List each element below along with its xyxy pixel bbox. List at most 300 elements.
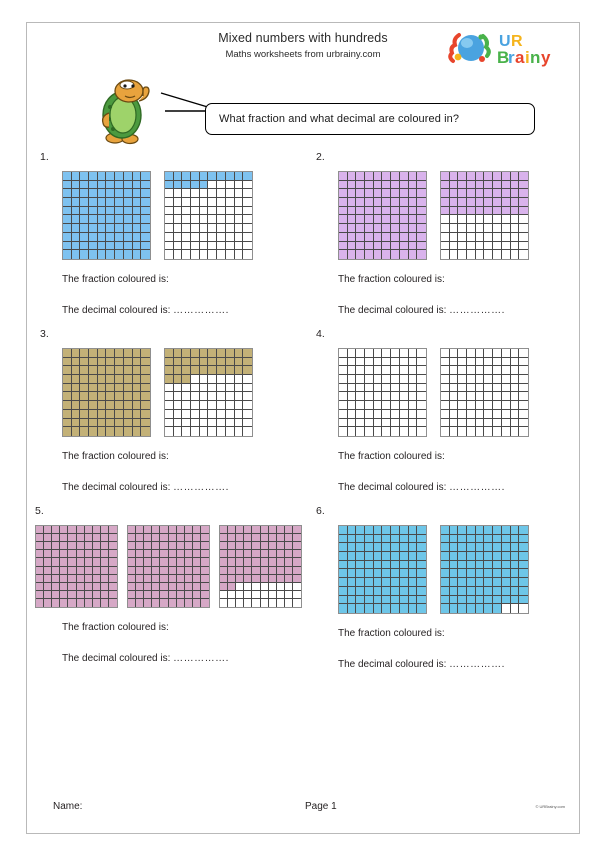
grid-cell (458, 392, 467, 401)
grid-cell (93, 591, 101, 599)
grid-cell (502, 242, 511, 251)
grid-cell (177, 542, 185, 550)
grid-cell (226, 198, 235, 207)
grid-cell (285, 534, 293, 542)
grid-cell (200, 207, 209, 216)
grid-cell (519, 207, 528, 216)
grid-cell (441, 189, 450, 198)
grid-cell (450, 172, 459, 181)
grid-cell (356, 172, 365, 181)
grid-cell (365, 242, 374, 251)
grid-cell (226, 384, 235, 393)
grid-cell (409, 375, 418, 384)
grid-cell (458, 242, 467, 251)
grid-cell (409, 224, 418, 233)
grid-cell (133, 172, 142, 181)
grid-cell (243, 224, 252, 233)
grid-cell (141, 410, 150, 419)
grid-cell (80, 172, 89, 181)
grid-cell (63, 401, 72, 410)
grid-cell (467, 349, 476, 358)
grid-cell (236, 550, 244, 558)
grid-cell (458, 535, 467, 544)
grid-cell (85, 558, 93, 566)
grid-cell (400, 215, 409, 224)
grid-cell (52, 591, 60, 599)
decimal-answer-line[interactable] (338, 482, 579, 493)
grid-cell (98, 384, 107, 393)
grid-cell (484, 250, 493, 259)
grid-cell (261, 558, 269, 566)
grid-cell (85, 575, 93, 583)
decimal-answer-line[interactable] (62, 482, 303, 493)
grid-cell (243, 172, 252, 181)
grid-cell (36, 550, 44, 558)
grid-cell (252, 583, 260, 591)
grid-cell (52, 575, 60, 583)
grid-cell (174, 401, 183, 410)
grid-cell (63, 358, 72, 367)
grid-cell (36, 558, 44, 566)
grid-cell (169, 558, 177, 566)
grid-cell (269, 599, 277, 607)
grid-cell (365, 535, 374, 544)
grid-cell (409, 392, 418, 401)
fraction-answer-line[interactable] (338, 451, 579, 462)
grid-cell (201, 599, 209, 607)
grid-cell (417, 561, 426, 570)
grid-cell (450, 366, 459, 375)
answer-block (316, 451, 579, 493)
grid-cell (409, 181, 418, 190)
grid-cell (77, 583, 85, 591)
grid-cell (348, 189, 357, 198)
grid-cell (72, 358, 81, 367)
grid-cell (244, 599, 252, 607)
grid-cell (144, 599, 152, 607)
decimal-answer-line[interactable] (62, 653, 303, 664)
grid-cell (44, 558, 52, 566)
grid-cell (450, 224, 459, 233)
decimal-answer-line[interactable] (338, 305, 579, 316)
grid-cell (106, 207, 115, 216)
grid-cell (44, 599, 52, 607)
grid-cell (365, 384, 374, 393)
grid-cell (382, 181, 391, 190)
grid-cell (391, 392, 400, 401)
grid-cell (519, 596, 528, 605)
grid-cell (185, 575, 193, 583)
grid-cell (293, 583, 301, 591)
grid-cell (191, 401, 200, 410)
grid-cell (502, 207, 511, 216)
grid-cell (85, 534, 93, 542)
grid-cell (467, 526, 476, 535)
grid-cell (382, 189, 391, 198)
hundred-square-grid (440, 171, 529, 260)
decimal-prompt-label: The decimal coloured is: (62, 653, 171, 664)
grid-cell (458, 401, 467, 410)
grid-cell (467, 250, 476, 259)
grid-cell (365, 543, 374, 552)
grid-cell (450, 242, 459, 251)
fraction-answer-line[interactable] (62, 451, 303, 462)
grid-cell (391, 358, 400, 367)
grid-cell (374, 366, 383, 375)
grid-cell (228, 567, 236, 575)
grid-cell (106, 419, 115, 428)
grid-cell (365, 375, 374, 384)
grid-cell (391, 215, 400, 224)
grid-cell (450, 392, 459, 401)
hundred-square-grid (164, 348, 253, 437)
grid-cell (191, 242, 200, 251)
grid-cell (374, 181, 383, 190)
grid-cell (201, 583, 209, 591)
grid-cell (128, 526, 136, 534)
grid-cell (382, 366, 391, 375)
grid-cell (348, 207, 357, 216)
grid-cell (52, 558, 60, 566)
grid-cell (244, 558, 252, 566)
grid-cell (243, 358, 252, 367)
grid-cell (484, 375, 493, 384)
grid-cell (165, 419, 174, 428)
grid-cell (476, 242, 485, 251)
grid-cell (348, 349, 357, 358)
grid-cell (493, 375, 502, 384)
grid-cell (89, 233, 98, 242)
grid-cell (374, 233, 383, 242)
grid-cell (152, 526, 160, 534)
grid-cell (467, 181, 476, 190)
grid-cell (467, 207, 476, 216)
grid-cell (441, 535, 450, 544)
grid-cell (63, 410, 72, 419)
grid-cell (348, 569, 357, 578)
grid-cell (243, 375, 252, 384)
grid-cell (285, 526, 293, 534)
question-3 (27, 328, 303, 493)
grid-cell (400, 189, 409, 198)
grid-cell (141, 207, 150, 216)
hundred-square-grid (338, 171, 427, 260)
grid-cell (252, 558, 260, 566)
grid-cell (200, 349, 209, 358)
grid-cell (193, 526, 201, 534)
grid-cell (348, 526, 357, 535)
grid-cell (128, 591, 136, 599)
grid-cell (374, 427, 383, 436)
grid-cell (208, 427, 217, 436)
fraction-answer-line[interactable] (62, 622, 303, 633)
grid-cell (106, 189, 115, 198)
grid-cell (441, 215, 450, 224)
grid-cell (476, 189, 485, 198)
grid-cell (182, 207, 191, 216)
grid-cell (339, 207, 348, 216)
grid-cell (228, 550, 236, 558)
grid-cell (374, 392, 383, 401)
grid-cell (476, 215, 485, 224)
grid-cell (484, 561, 493, 570)
grid-cell (217, 250, 226, 259)
grid-cell (77, 567, 85, 575)
grid-cell (124, 224, 133, 233)
grid-cell (106, 233, 115, 242)
page-subtitle: Maths worksheets from urbrainy.com (225, 49, 381, 60)
grid-cell (493, 401, 502, 410)
fraction-answer-line[interactable] (338, 628, 579, 639)
grid-cell (77, 599, 85, 607)
grid-cell (201, 567, 209, 575)
grid-cell (106, 181, 115, 190)
grid-cell (348, 419, 357, 428)
grid-cell (458, 410, 467, 419)
grid-cell (391, 410, 400, 419)
grid-cell (339, 250, 348, 259)
fraction-prompt-label: The fraction coloured is: (338, 274, 445, 285)
grid-cell (85, 550, 93, 558)
grid-cell (365, 207, 374, 216)
grid-cell (165, 401, 174, 410)
grid-cell (68, 542, 76, 550)
grid-cell (220, 583, 228, 591)
grid-cell (519, 410, 528, 419)
grid-cell (277, 550, 285, 558)
grid-cell (484, 419, 493, 428)
grid-cell (400, 596, 409, 605)
grid-cell (441, 427, 450, 436)
grid-cell (261, 534, 269, 542)
grid-cell (409, 587, 418, 596)
grid-cell (80, 349, 89, 358)
grid-cell (89, 224, 98, 233)
grid-cell (133, 384, 142, 393)
grid-cell (226, 358, 235, 367)
grid-cell (152, 534, 160, 542)
grid-cell (400, 561, 409, 570)
grid-cell (519, 233, 528, 242)
grid-cell (191, 181, 200, 190)
grid-cell (93, 599, 101, 607)
grid-cell (169, 575, 177, 583)
grid-cell (141, 198, 150, 207)
grid-cell (511, 543, 520, 552)
grid-cell (243, 207, 252, 216)
grid-cell (467, 384, 476, 393)
grid-cell (169, 542, 177, 550)
grid-cell (339, 596, 348, 605)
grid-cell (374, 569, 383, 578)
grid-cell (115, 224, 124, 233)
grid-cell (441, 401, 450, 410)
grid-cell (115, 401, 124, 410)
grid-cell (374, 561, 383, 570)
grid-cell (106, 358, 115, 367)
grid-cell (243, 392, 252, 401)
grid-cell (177, 599, 185, 607)
grid-cell (124, 427, 133, 436)
grid-cell (208, 358, 217, 367)
grid-cell (417, 189, 426, 198)
question-5 (27, 505, 303, 670)
grid-cell (277, 542, 285, 550)
grid-cell (502, 419, 511, 428)
decimal-answer-line[interactable] (62, 305, 303, 316)
grid-cell (174, 250, 183, 259)
grid-cell (208, 384, 217, 393)
question-number: 4. (316, 328, 325, 340)
grid-cell (152, 583, 160, 591)
grid-cell (236, 575, 244, 583)
grid-cell (467, 172, 476, 181)
grid-cell (243, 215, 252, 224)
grid-cell (261, 591, 269, 599)
grid-cell (458, 349, 467, 358)
grid-cell (133, 401, 142, 410)
grid-cell (511, 384, 520, 393)
grid-cell (217, 358, 226, 367)
grid-cell (208, 215, 217, 224)
grid-cell (356, 401, 365, 410)
grid-cell (174, 419, 183, 428)
grid-cell (502, 427, 511, 436)
grid-cell (106, 242, 115, 251)
grid-cell (417, 181, 426, 190)
fraction-answer-line[interactable] (338, 274, 579, 285)
grid-cell (98, 198, 107, 207)
grid-cell (339, 224, 348, 233)
grid-cell (502, 250, 511, 259)
grid-cell (519, 427, 528, 436)
grid-cell (89, 375, 98, 384)
grid-cell (511, 410, 520, 419)
grid-cell (417, 392, 426, 401)
grid-cell (98, 419, 107, 428)
grid-cell (476, 569, 485, 578)
grid-cell (133, 224, 142, 233)
grid-cell (106, 384, 115, 393)
grid-cell (106, 224, 115, 233)
grid-cell (93, 542, 101, 550)
grid-cell (348, 587, 357, 596)
grid-cell (502, 224, 511, 233)
grid-cell (217, 375, 226, 384)
question-1 (27, 151, 303, 316)
answer-block (40, 274, 303, 316)
grid-cell (185, 599, 193, 607)
grid-cell (63, 384, 72, 393)
grid-cell (136, 558, 144, 566)
grid-cell (228, 558, 236, 566)
grid-cell (80, 207, 89, 216)
grid-cell (243, 189, 252, 198)
grid-cell (220, 534, 228, 542)
grid-cell (476, 561, 485, 570)
grid-cell (511, 604, 520, 613)
grid-cell (243, 384, 252, 393)
grid-cell (80, 366, 89, 375)
grid-cell (417, 569, 426, 578)
grid-cell (124, 419, 133, 428)
grid-cell (106, 375, 115, 384)
grid-cell (441, 578, 450, 587)
grid-cell (441, 349, 450, 358)
grid-cell (226, 189, 235, 198)
grid-cell (391, 242, 400, 251)
decimal-answer-line[interactable] (338, 659, 579, 670)
grid-cell (191, 358, 200, 367)
grid-cell (193, 575, 201, 583)
fraction-answer-line[interactable] (62, 274, 303, 285)
grid-cell (458, 552, 467, 561)
grid-cell (374, 207, 383, 216)
grid-cell (467, 604, 476, 613)
grid-cell (63, 224, 72, 233)
grid-cell (391, 172, 400, 181)
grid-cell (72, 384, 81, 393)
grid-cell (269, 567, 277, 575)
grid-cell (511, 189, 520, 198)
grid-cell (98, 172, 107, 181)
grid-cell (409, 543, 418, 552)
grid-cell (382, 596, 391, 605)
answer-block (40, 451, 303, 493)
fraction-prompt-label: The fraction coloured is: (62, 622, 169, 633)
grid-cell (236, 583, 244, 591)
grid-cell (476, 250, 485, 259)
grid-cell (339, 587, 348, 596)
grid-cell (160, 567, 168, 575)
grid-cell (511, 172, 520, 181)
question-6 (303, 505, 579, 670)
grid-cell (226, 233, 235, 242)
grid-cell (441, 358, 450, 367)
grid-cell (450, 596, 459, 605)
grid-cell (174, 427, 183, 436)
grid-cell (484, 410, 493, 419)
grid-cell (519, 401, 528, 410)
grid-cell (63, 242, 72, 251)
grid-cell (374, 215, 383, 224)
grid-cell (89, 401, 98, 410)
grid-cell (200, 233, 209, 242)
grid-cell (339, 604, 348, 613)
grid-cell (141, 384, 150, 393)
grid-cell (356, 526, 365, 535)
name-field-label[interactable]: Name: (53, 801, 83, 812)
grid-cell (348, 384, 357, 393)
grid-cell (450, 427, 459, 436)
grid-cell (235, 410, 244, 419)
grid-cell (106, 427, 115, 436)
grid-cell (174, 349, 183, 358)
grid-cell (467, 392, 476, 401)
grid-cell (106, 392, 115, 401)
grid-cell (356, 427, 365, 436)
grid-cell (44, 591, 52, 599)
hundred-square-grid (338, 525, 427, 614)
grid-cell (417, 604, 426, 613)
decimal-prompt-label: The decimal coloured is: (62, 305, 171, 316)
svg-text:i: i (525, 48, 530, 67)
grid-cell (458, 543, 467, 552)
grid-cell (374, 384, 383, 393)
grid-cell (458, 366, 467, 375)
grid-cell (128, 534, 136, 542)
grid-cell (409, 384, 418, 393)
